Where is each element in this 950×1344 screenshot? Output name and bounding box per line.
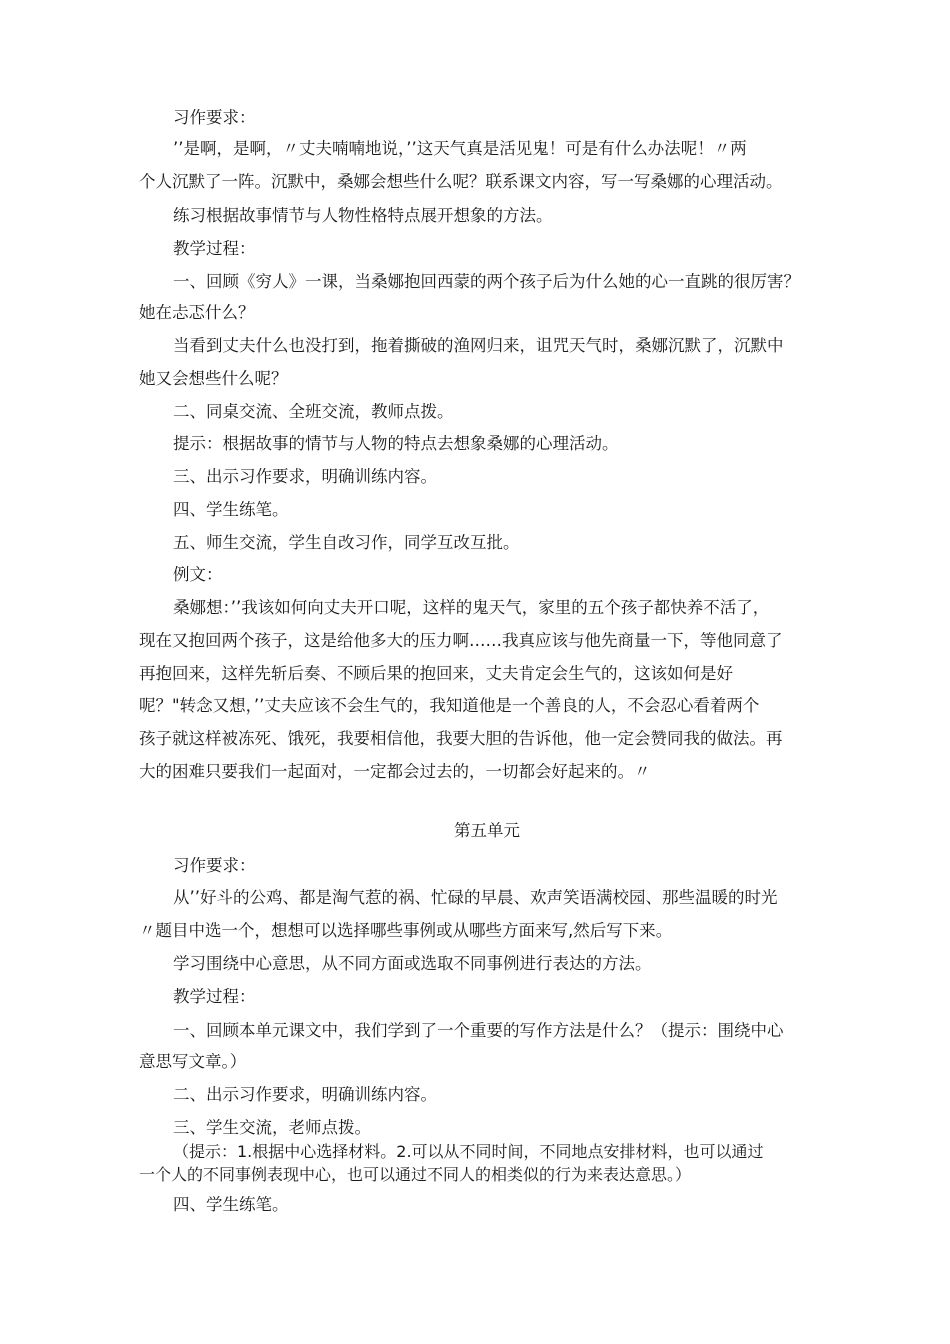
- unit-5-heading: 第五单元: [454, 821, 520, 840]
- process-step-5: 五、师生交流，学生自改习作，同学互改互批。: [173, 533, 520, 552]
- requirement-text-line: 从’’好斗的公鸡、都是淘气惹的祸、忙碌的早晨、欢声笑语满校园、那些温暖的时光: [173, 888, 778, 907]
- hint-text: 提示：根据故事的情节与人物的特点去想象桑娜的心理活动。: [173, 434, 619, 453]
- example-text-line: 现在又抱回两个孩子，这是给他多大的压力啊……我真应该与他先商量一下，等他同意了: [139, 631, 783, 650]
- teaching-process-label: 教学过程：: [173, 239, 256, 258]
- process-step-1-line: 意思写文章。）: [139, 1052, 247, 1071]
- example-label: 例文：: [173, 565, 223, 584]
- process-step-1b-line: 当看到丈夫什么也没打到，拖着撕破的渔网归来，诅咒天气时，桑娜沉默了，沉默中: [173, 336, 784, 355]
- process-step-1-line: 一、回顾本单元课文中，我们学到了一个重要的写作方法是什么？（提示：围绕中心: [173, 1021, 784, 1040]
- hint-text-line: （提示：1.根据中心选择材料。2.可以从不同时间，不同地点安排材料，也可以通过: [173, 1142, 764, 1161]
- process-step-1b-line: 她又会想些什么呢？: [139, 369, 288, 388]
- process-step-2: 二、同桌交流、全班交流，教师点拨。: [173, 402, 454, 421]
- example-text-line: 大的困难只要我们一起面对，一定都会过去的，一切都会好起来的。〃: [139, 762, 651, 781]
- process-step-3: 三、出示习作要求，明确训练内容。: [173, 467, 437, 486]
- process-step-2: 二、出示习作要求，明确训练内容。: [173, 1085, 437, 1104]
- hint-text-line: 一个人的不同事例表现中心，也可以通过不同人的相类似的行为来表达意思。）: [139, 1165, 692, 1184]
- process-step-4: 四、学生练笔。: [173, 1195, 289, 1214]
- requirement-text-line: ’’是啊，是啊，〃丈夫喃喃地说，’’这天气真是活见鬼！可是有什么办法呢！〃两: [173, 139, 747, 158]
- example-text-line: 桑娜想：’’我该如何向丈夫开口呢，这样的鬼天气，家里的五个孩子都快养不活了，: [173, 598, 770, 617]
- learning-goal: 练习根据故事情节与人物性格特点展开想象的方法。: [173, 206, 553, 225]
- writing-requirement-label: 习作要求：: [173, 108, 256, 127]
- process-step-3: 三、学生交流，老师点拨。: [173, 1118, 371, 1137]
- learning-goal: 学习围绕中心意思，从不同方面或选取不同事例进行表达的方法。: [173, 954, 652, 973]
- example-text-line: 再抱回来，这样先斩后奏、不顾后果的抱回来，丈夫肯定会生气的，这该如何是好: [139, 664, 733, 683]
- teaching-process-label: 教学过程：: [173, 987, 256, 1006]
- process-step-1-line: 她在忐忑什么？: [139, 303, 255, 322]
- writing-requirement-label: 习作要求：: [173, 856, 256, 875]
- requirement-text-line: 个人沉默了一阵。沉默中，桑娜会想些什么呢？联系课文内容，写一写桑娜的心理活动。: [139, 172, 783, 191]
- process-step-1-line: 一、回顾《穷人》一课，当桑娜抱回西蒙的两个孩子后为什么她的心一直跳的很厉害？: [173, 272, 800, 291]
- example-text-line: 孩子就这样被冻死、饿死，我要相信他，我要大胆的告诉他，他一定会赞同我的做法。再: [139, 729, 783, 748]
- requirement-text-line: 〃题目中选一个，想想可以选择哪些事例或从哪些方面来写,然后写下来。: [139, 921, 673, 940]
- process-step-4: 四、学生练笔。: [173, 500, 289, 519]
- example-text-line: 呢？"转念又想，’’丈夫应该不会生气的，我知道他是一个善良的人，不会忍心看着两个: [139, 696, 760, 715]
